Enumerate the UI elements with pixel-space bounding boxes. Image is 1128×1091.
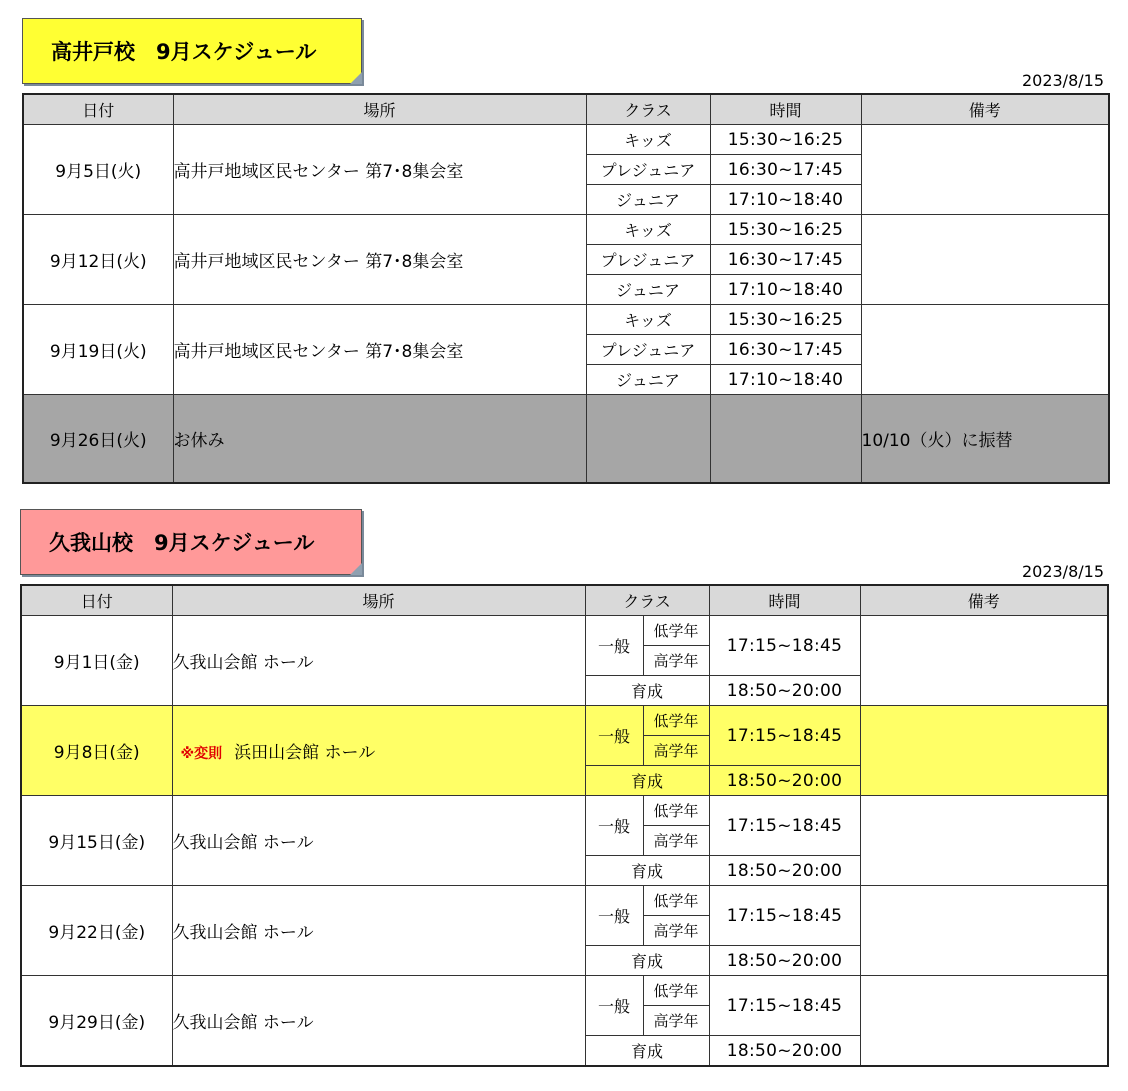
ikusei-class-cell: 育成 — [585, 946, 709, 976]
ikusei-time-cell: 18:50~20:00 — [709, 1036, 860, 1067]
takaido-title: 高井戸校 9月スケジュール — [51, 40, 317, 64]
date-cell: 9月8日(金) — [21, 706, 172, 796]
time-cell: 16:30~17:45 — [710, 335, 861, 365]
ikusei-time-cell: 18:50~20:00 — [709, 946, 860, 976]
place-cell: 高井戸地域区民センター 第7･8集会室 — [173, 125, 586, 215]
general-time-cell: 17:15~18:45 — [709, 886, 860, 946]
date-cell: 9月5日(火) — [23, 125, 173, 215]
place-cell — [172, 616, 585, 706]
time-cell: 15:30~16:25 — [710, 125, 861, 155]
header-note: 備考 — [860, 585, 1108, 616]
note-cell — [860, 886, 1108, 976]
note-cell — [861, 125, 1109, 215]
place-cell: 高井戸地域区民センター 第7･8集会室 — [173, 215, 586, 305]
takaido-title-box — [22, 18, 362, 84]
general-class-cell: 一般 — [585, 796, 643, 856]
place-cell — [172, 706, 585, 796]
place-text: 久我山会館 ホール — [172, 653, 314, 673]
header-note: 備考 — [861, 94, 1109, 125]
ikusei-class-cell: 育成 — [585, 766, 709, 796]
table-row — [23, 395, 1109, 484]
kugayama-schedule-table — [20, 584, 1109, 1067]
place-cell: お休み — [173, 395, 586, 484]
header-time: 時間 — [710, 94, 861, 125]
high-grade-cell: 高学年 — [643, 916, 709, 946]
low-grade-cell: 低学年 — [643, 976, 709, 1006]
table-row — [21, 616, 1108, 646]
general-class-cell: 一般 — [585, 886, 643, 946]
class-cell: キッズ — [586, 215, 710, 245]
note-cell — [861, 215, 1109, 305]
time-cell: 17:10~18:40 — [710, 185, 861, 215]
general-class-cell: 一般 — [585, 616, 643, 676]
note-cell — [860, 796, 1108, 886]
place-text: 久我山会館 ホール — [172, 1013, 314, 1033]
date-cell: 9月15日(金) — [21, 796, 172, 886]
low-grade-cell: 低学年 — [643, 706, 709, 736]
note-cell: 10/10（火）に振替 — [861, 395, 1109, 484]
changed-label: ※変則 — [180, 746, 223, 762]
time-cell: 15:30~16:25 — [710, 215, 861, 245]
takaido-schedule-table — [22, 93, 1110, 484]
class-cell: ジュニア — [586, 185, 710, 215]
table-row — [21, 886, 1108, 916]
general-time-cell: 17:15~18:45 — [709, 706, 860, 766]
table-header-row — [23, 94, 1109, 125]
class-cell — [586, 395, 710, 484]
general-class-cell: 一般 — [585, 976, 643, 1036]
ikusei-class-cell: 育成 — [585, 1036, 709, 1067]
date-cell: 9月29日(金) — [21, 976, 172, 1067]
kugayama-date: 2023/8/15 — [1021, 562, 1104, 581]
header-time: 時間 — [709, 585, 860, 616]
high-grade-cell: 高学年 — [643, 736, 709, 766]
place-text: 浜田山会館 ホール — [234, 743, 376, 763]
time-cell — [710, 395, 861, 484]
time-cell: 17:10~18:40 — [710, 275, 861, 305]
place-text: 久我山会館 ホール — [172, 833, 314, 853]
header-date: 日付 — [21, 585, 172, 616]
ikusei-class-cell: 育成 — [585, 676, 709, 706]
header-class: クラス — [586, 94, 710, 125]
kugayama-title-box — [20, 509, 362, 575]
place-text: 久我山会館 ホール — [172, 923, 314, 943]
note-cell — [860, 976, 1108, 1067]
time-cell: 15:30~16:25 — [710, 305, 861, 335]
takaido-date: 2023/8/15 — [1021, 71, 1104, 90]
note-cell — [860, 706, 1108, 796]
general-time-cell: 17:15~18:45 — [709, 976, 860, 1036]
time-cell: 16:30~17:45 — [710, 245, 861, 275]
table-row — [23, 215, 1109, 245]
time-cell: 16:30~17:45 — [710, 155, 861, 185]
class-cell: プレジュニア — [586, 245, 710, 275]
general-time-cell: 17:15~18:45 — [709, 796, 860, 856]
place-cell: 高井戸地域区民センター 第7･8集会室 — [173, 305, 586, 395]
class-cell: キッズ — [586, 305, 710, 335]
table-row — [23, 125, 1109, 155]
note-cell — [860, 616, 1108, 706]
date-cell: 9月22日(金) — [21, 886, 172, 976]
date-cell: 9月1日(金) — [21, 616, 172, 706]
ikusei-time-cell: 18:50~20:00 — [709, 676, 860, 706]
high-grade-cell: 高学年 — [643, 826, 709, 856]
high-grade-cell: 高学年 — [643, 646, 709, 676]
general-time-cell: 17:15~18:45 — [709, 616, 860, 676]
date-cell: 9月26日(火) — [23, 395, 173, 484]
class-cell: キッズ — [586, 125, 710, 155]
class-cell: ジュニア — [586, 365, 710, 395]
table-row — [23, 305, 1109, 335]
low-grade-cell: 低学年 — [643, 796, 709, 826]
kugayama-title: 久我山校 9月スケジュール — [49, 531, 315, 555]
date-cell: 9月19日(火) — [23, 305, 173, 395]
high-grade-cell: 高学年 — [643, 1006, 709, 1036]
place-cell — [172, 796, 585, 886]
table-header-row — [21, 585, 1108, 616]
class-cell: ジュニア — [586, 275, 710, 305]
header-place: 場所 — [172, 585, 585, 616]
ikusei-time-cell: 18:50~20:00 — [709, 766, 860, 796]
general-class-cell: 一般 — [585, 706, 643, 766]
class-cell: プレジュニア — [586, 335, 710, 365]
ikusei-time-cell: 18:50~20:00 — [709, 856, 860, 886]
place-cell — [172, 886, 585, 976]
table-row — [21, 796, 1108, 826]
low-grade-cell: 低学年 — [643, 886, 709, 916]
page-fold-icon — [350, 72, 362, 84]
header-date: 日付 — [23, 94, 173, 125]
table-row — [21, 976, 1108, 1006]
table-row — [21, 706, 1108, 736]
place-cell — [172, 976, 585, 1067]
note-cell — [861, 305, 1109, 395]
header-class: クラス — [585, 585, 709, 616]
class-cell: プレジュニア — [586, 155, 710, 185]
low-grade-cell: 低学年 — [643, 616, 709, 646]
page-fold-icon — [350, 563, 362, 575]
ikusei-class-cell: 育成 — [585, 856, 709, 886]
date-cell: 9月12日(火) — [23, 215, 173, 305]
header-place: 場所 — [173, 94, 586, 125]
time-cell: 17:10~18:40 — [710, 365, 861, 395]
